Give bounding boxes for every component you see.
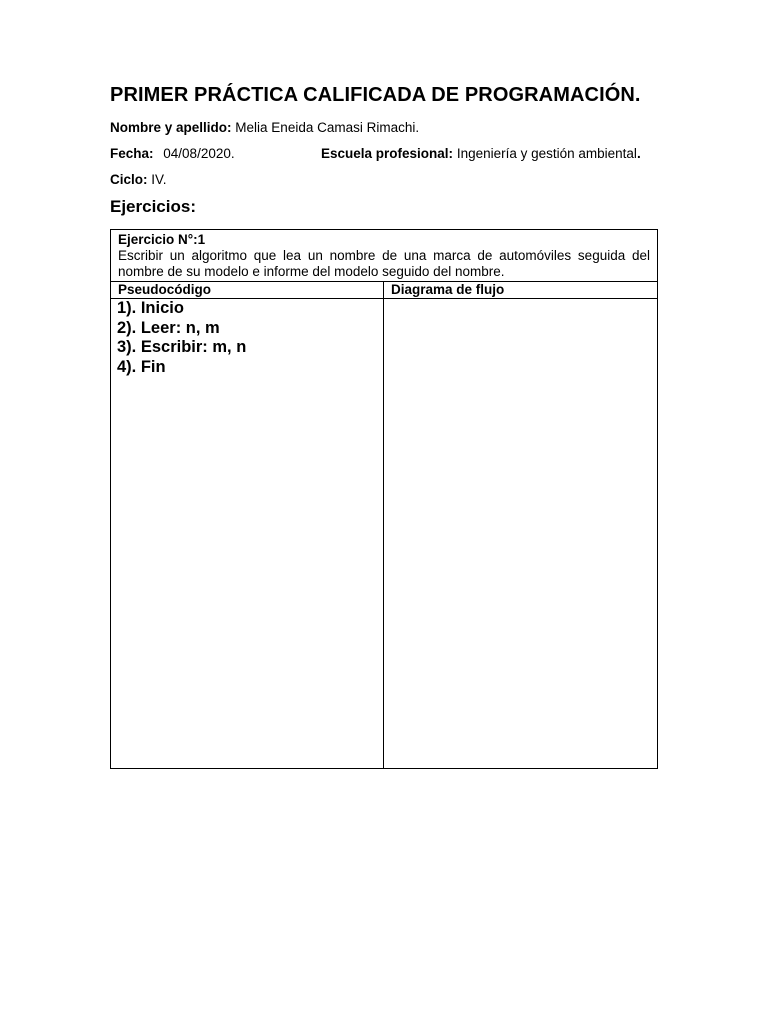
pseudocode-step: 2). Leer: n, m xyxy=(117,318,220,337)
flowchart-column xyxy=(384,282,657,768)
exercise-description: Escribir un algoritmo que lea un nombre de una marca de automóviles seguida del nombre de su modelo e informe del modelo seguido del nombre. xyxy=(118,248,650,279)
date-line xyxy=(110,146,235,161)
cycle-label: Ciclo: xyxy=(110,172,148,187)
pseudocode-step: 1). Inicio xyxy=(117,299,184,317)
document-title: PRIMER PRÁCTICA CALIFICADA DE PROGRAMACIÓN. xyxy=(110,84,641,106)
cycle-line xyxy=(110,172,167,187)
exercise-number: Ejercicio N°:1 xyxy=(118,232,206,247)
exercise-header-cell xyxy=(111,230,657,282)
school-label: Escuela profesional: xyxy=(321,146,454,161)
exercises-heading: Ejercicios: xyxy=(110,197,196,216)
student-name-line xyxy=(110,120,419,135)
name-value: Melia Eneida Camasi Rimachi. xyxy=(235,120,420,135)
pseudocode-step: 3). Escribir: m, n xyxy=(117,338,247,356)
flowchart-header: Diagrama de flujo xyxy=(384,282,657,299)
pseudocode-header: Pseudocódigo xyxy=(111,282,383,299)
pseudocode-column xyxy=(111,282,384,768)
exercise-table xyxy=(110,229,658,769)
pseudocode-steps xyxy=(111,299,383,377)
name-label: Nombre y apellido: xyxy=(110,120,232,135)
cycle-value: IV. xyxy=(151,172,167,187)
pseudocode-step: 4). Fin xyxy=(117,357,166,376)
school-line xyxy=(321,146,641,161)
date-value: 04/08/2020. xyxy=(163,146,235,161)
school-value: Ingeniería y gestión ambiental xyxy=(456,146,637,161)
school-period: . xyxy=(636,146,641,161)
date-label: Fecha: xyxy=(110,146,154,161)
